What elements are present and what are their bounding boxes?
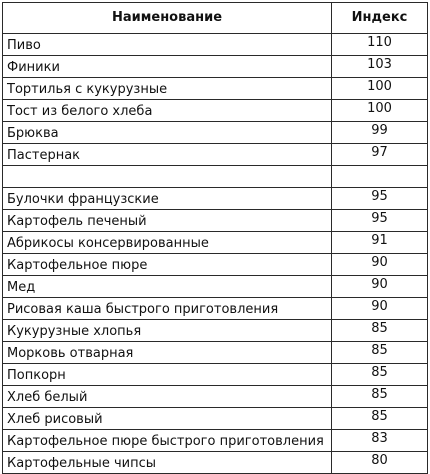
table-row <box>3 298 428 320</box>
table-row <box>3 408 428 430</box>
row-name-cell: Булочки французские <box>3 188 332 210</box>
row-index-cell: 91 <box>332 232 428 254</box>
table-row <box>3 386 428 408</box>
table-row <box>3 166 428 188</box>
table-row <box>3 430 428 452</box>
table-row <box>3 100 428 122</box>
row-index-cell <box>332 166 428 188</box>
table-row <box>3 232 428 254</box>
column-header-index: Индекс <box>332 3 428 34</box>
row-index-cell: 103 <box>332 56 428 78</box>
row-name-cell: Попкорн <box>3 364 332 386</box>
row-index-cell: 100 <box>332 100 428 122</box>
row-name-cell: Картофельное пюре быстрого приготовления <box>3 430 332 452</box>
table-row <box>3 210 428 232</box>
table-row <box>3 452 428 474</box>
row-index-cell: 110 <box>332 34 428 56</box>
row-name-cell: Мед <box>3 276 332 298</box>
row-index-cell: 83 <box>332 430 428 452</box>
table-row <box>3 342 428 364</box>
table-body <box>3 34 428 474</box>
table-row <box>3 276 428 298</box>
table-header <box>3 3 428 34</box>
row-name-cell: Брюква <box>3 122 332 144</box>
row-name-cell: Морковь отварная <box>3 342 332 364</box>
table-row <box>3 56 428 78</box>
row-index-cell: 80 <box>332 452 428 474</box>
row-index-cell: 90 <box>332 254 428 276</box>
row-name-cell: Абрикосы консервированные <box>3 232 332 254</box>
row-name-cell: Рисовая каша быстрого приготовления <box>3 298 332 320</box>
row-index-cell: 85 <box>332 342 428 364</box>
row-index-cell: 85 <box>332 386 428 408</box>
glycemic-index-table <box>2 2 428 474</box>
row-index-cell: 90 <box>332 298 428 320</box>
header-row <box>3 3 428 34</box>
row-index-cell: 90 <box>332 276 428 298</box>
row-index-cell: 97 <box>332 144 428 166</box>
row-name-cell: Картофельные чипсы <box>3 452 332 474</box>
row-index-cell: 95 <box>332 210 428 232</box>
table-row <box>3 254 428 276</box>
table-row <box>3 144 428 166</box>
table-row <box>3 78 428 100</box>
row-index-cell: 85 <box>332 364 428 386</box>
row-name-cell: Пиво <box>3 34 332 56</box>
row-index-cell: 99 <box>332 122 428 144</box>
row-name-cell: Картофельное пюре <box>3 254 332 276</box>
row-name-cell: Тост из белого хлеба <box>3 100 332 122</box>
row-name-cell: Хлеб рисовый <box>3 408 332 430</box>
row-index-cell: 85 <box>332 320 428 342</box>
row-name-cell: Картофель печеный <box>3 210 332 232</box>
row-name-cell: Кукурузные хлопья <box>3 320 332 342</box>
row-name-cell: Хлеб белый <box>3 386 332 408</box>
row-name-cell <box>3 166 332 188</box>
row-index-cell: 85 <box>332 408 428 430</box>
table-row <box>3 364 428 386</box>
row-name-cell: Финики <box>3 56 332 78</box>
table-row <box>3 122 428 144</box>
row-index-cell: 100 <box>332 78 428 100</box>
row-name-cell: Пастернак <box>3 144 332 166</box>
table-row <box>3 34 428 56</box>
column-header-name: Наименование <box>3 3 332 34</box>
table-row <box>3 188 428 210</box>
row-name-cell: Тортилья с кукурузные <box>3 78 332 100</box>
row-index-cell: 95 <box>332 188 428 210</box>
table-row <box>3 320 428 342</box>
